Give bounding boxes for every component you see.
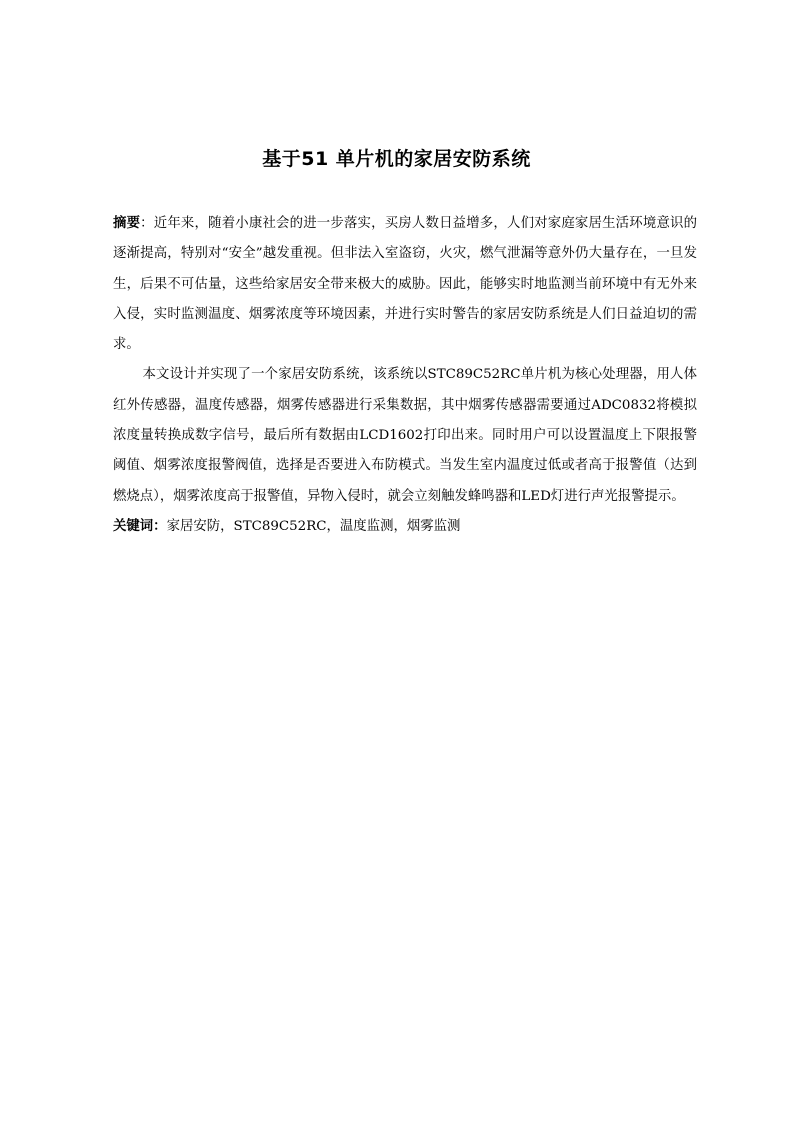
keywords-line bbox=[113, 512, 697, 542]
abstract-paragraph-1 bbox=[113, 209, 697, 360]
abstract-label-separator: ： bbox=[140, 216, 154, 231]
abstract-paragraph-2 bbox=[113, 360, 697, 511]
abstract-section bbox=[113, 209, 697, 542]
abstract-label: 摘要 bbox=[113, 216, 141, 231]
abstract-text-1: 近年来，随着小康社会的进一步落实，买房人数日益增多，人们对家庭家居生活环境意识的逐渐提高，特别对“安全”越发重视。但非法入室盗窃，火灾，燃气泄漏等意外仍大量存在，一旦发生，后果不可估量，这些给家居安全带来极大的威胁。因此，能够实时地监测当前环境中有无外来入侵，实时监测温度、烟雾浓度等环境因素，并进行实时警告的家居安防系统是人们日益迫切的需求。 bbox=[113, 216, 698, 353]
keywords-label: 关键词 bbox=[113, 518, 154, 534]
abstract-text-2: 本文设计并实现了一个家居安防系统，该系统以STC89C52RC单片机为核心处理器，用人体红外传感器，温度传感器，烟雾传感器进行采集数据，其中烟雾传感器需要通过ADC0832将模拟浓度量转换成数字信号，最后所有数据由LCD1602打印出来。同时用户可以设置温度上下限报警阈值、烟雾浓度报警阀值，选择是否要进入布防模式。当发生室内温度过低或者高于报警值（达到燃烧点），烟雾浓度高于报警值，异物入侵时，就会立刻触发蜂鸣器和LED灯进行声光报警提示。 bbox=[113, 367, 697, 504]
keywords-text: 家居安防，STC89C52RC，温度监测，烟雾监测 bbox=[166, 518, 461, 534]
keywords-label-separator: ： bbox=[153, 518, 167, 534]
document-title: 基于51 单片机的家居安防系统 bbox=[262, 148, 531, 170]
